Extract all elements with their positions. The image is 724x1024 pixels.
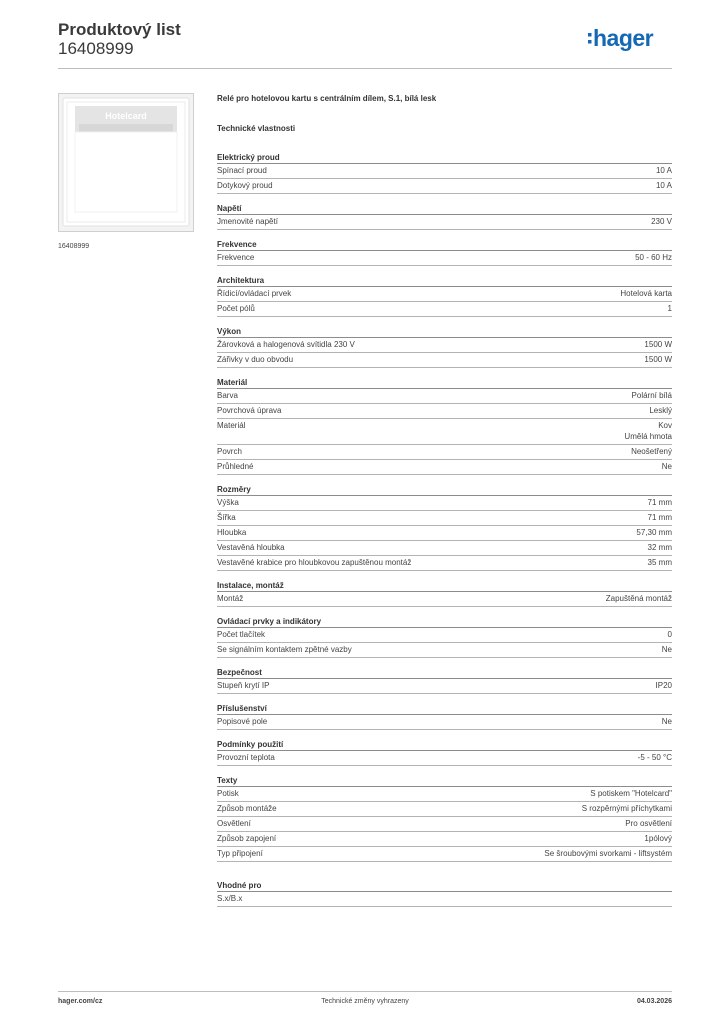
spec-value (644, 833, 672, 844)
spec-value (648, 512, 672, 523)
spec-value-line: IP20 (655, 681, 672, 690)
footer-website[interactable]: hager.com/cz (58, 998, 103, 1005)
spec-row (217, 460, 672, 475)
spec-section (217, 239, 672, 266)
spec-row (217, 215, 672, 230)
spec-value (624, 420, 672, 442)
spec-value-line: Ne (661, 462, 672, 471)
section-title: Instalace, montáž (217, 580, 672, 592)
spec-value (648, 497, 672, 508)
spec-label: Vestavěná hloubka (217, 543, 285, 552)
spec-value (638, 752, 672, 763)
spec-value-line: Umělá hmota (624, 432, 672, 441)
suitable-for-section (217, 880, 672, 907)
spec-value (648, 542, 672, 553)
spec-value-line: Zapuštěná montáž (605, 594, 672, 603)
document-title: Produktový list (58, 20, 181, 39)
spec-label: Dotykový proud (217, 181, 273, 190)
spec-value-line: S potiskem "Hotelcard" (590, 789, 672, 798)
spec-row (217, 628, 672, 643)
spec-label: Způsob montáže (217, 804, 277, 813)
spec-value-line: 57,30 mm (636, 528, 672, 537)
spec-value-line: 35 mm (647, 558, 672, 567)
spec-label: Řídicí/ovládací prvek (217, 289, 292, 298)
spec-label: Spínací proud (217, 166, 267, 175)
section-title: Rozměry (217, 484, 672, 496)
spec-row (217, 592, 672, 607)
spec-content (217, 94, 672, 916)
spec-row (217, 847, 672, 862)
spec-row (217, 556, 672, 571)
spec-value (656, 165, 672, 176)
spec-value-line: Lesklý (649, 406, 672, 415)
spec-value-line: 71 mm (647, 513, 672, 522)
spec-row (217, 404, 672, 419)
spec-value (662, 716, 672, 727)
spec-value-line: 1pólový (644, 834, 672, 843)
spec-label: Materiál (217, 421, 246, 430)
spec-value (631, 446, 672, 457)
spec-value (590, 788, 672, 799)
spec-row (217, 389, 672, 404)
section-title: Architektura (217, 275, 672, 287)
spec-value (632, 390, 672, 401)
spec-value (651, 216, 672, 227)
technical-properties-heading: Technické vlastnosti (217, 124, 296, 133)
section-title: Příslušenství (217, 703, 672, 715)
spec-label: Výška (217, 498, 239, 507)
spec-row (217, 787, 672, 802)
spec-row (217, 251, 672, 266)
spec-value (544, 848, 672, 859)
spec-value (668, 629, 672, 640)
spec-label: Průhledné (217, 462, 254, 471)
spec-row (217, 679, 672, 694)
section-title: Podmínky použití (217, 739, 672, 751)
spec-value-line: 1500 W (644, 340, 672, 349)
spec-value (606, 593, 672, 604)
spec-label: Povrchová úprava (217, 406, 282, 415)
spec-row (217, 338, 672, 353)
spec-value (662, 461, 672, 472)
hotelcard-switch-illustration (59, 94, 193, 231)
footer-divider (58, 991, 672, 992)
spec-row (217, 541, 672, 556)
spec-row (217, 802, 672, 817)
section-title: Materiál (217, 377, 672, 389)
spec-value-line: Kov (658, 421, 672, 430)
spec-value (582, 803, 672, 814)
spec-value (636, 527, 672, 538)
spec-label: Potisk (217, 789, 239, 798)
spec-label: Se signálním kontaktem zpětné vazby (217, 645, 352, 654)
spec-value (648, 557, 672, 568)
spec-row (217, 751, 672, 766)
spec-label: Jmenovité napětí (217, 217, 278, 226)
spec-value (644, 339, 672, 350)
spec-row (217, 302, 672, 317)
spec-label: Zářivky v duo obvodu (217, 355, 294, 364)
spec-value-line: S rozpěrnými příchytkami (581, 804, 672, 813)
spec-label: Způsob zapojení (217, 834, 277, 843)
spec-label: S.x/B.x (217, 894, 243, 903)
spec-value (635, 252, 672, 263)
spec-label: Typ připojení (217, 849, 263, 858)
spec-section (217, 152, 672, 194)
spec-row (217, 164, 672, 179)
spec-row (217, 892, 672, 907)
spec-row (217, 445, 672, 460)
spec-section (217, 484, 672, 571)
section-title: Vhodné pro (217, 880, 672, 892)
spec-label: Hloubka (217, 528, 247, 537)
spec-section (217, 275, 672, 317)
spec-value-line: 10 A (655, 166, 672, 175)
footer-note: Technické změny vyhrazeny (321, 998, 409, 1005)
spec-value-line: -5 - 50 °C (637, 753, 672, 762)
spec-label: Osvětlení (217, 819, 251, 828)
spec-row (217, 643, 672, 658)
spec-sections (217, 152, 672, 862)
spec-row (217, 817, 672, 832)
spec-section (217, 703, 672, 730)
spec-section (217, 377, 672, 475)
spec-value-line: Polární bílá (631, 391, 672, 400)
spec-value-line: 10 A (655, 181, 672, 190)
section-title: Elektrický proud (217, 152, 672, 164)
spec-label: Provozní teplota (217, 753, 275, 762)
spec-value-line: 1 (667, 304, 672, 313)
spec-row (217, 526, 672, 541)
spec-value-line: Ne (661, 645, 672, 654)
spec-section (217, 580, 672, 607)
spec-label: Šířka (217, 513, 236, 522)
section-title: Výkon (217, 326, 672, 338)
spec-section (217, 739, 672, 766)
spec-label: Povrch (217, 447, 242, 456)
spec-row (217, 287, 672, 302)
spec-value-line: Se šroubovými svorkami - liftsystém (544, 849, 672, 858)
spec-value-line: 50 - 60 Hz (635, 253, 672, 262)
spec-value (620, 288, 672, 299)
spec-section (217, 326, 672, 368)
spec-value-line: 0 (667, 630, 672, 639)
spec-value (662, 644, 672, 655)
spec-value-line: Hotelová karta (620, 289, 672, 298)
spec-value-line: 230 V (651, 217, 672, 226)
spec-value-line: Pro osvětlení (625, 819, 672, 828)
spec-row (217, 496, 672, 511)
section-title: Bezpečnost (217, 667, 672, 679)
footer-date: 04.03.2026 (636, 998, 672, 1005)
spec-label: Počet pólů (217, 304, 255, 313)
spec-label: Počet tlačítek (217, 630, 266, 639)
spec-section (217, 667, 672, 694)
spec-value-line: Neošetřený (631, 447, 672, 456)
spec-value (644, 354, 672, 365)
section-title: Texty (217, 775, 672, 787)
hotelcard-card-text: Hotelcard (105, 111, 147, 121)
spec-label: Barva (217, 391, 238, 400)
image-caption: 16408999 (58, 243, 90, 250)
spec-label: Žárovková a halogenová svítidla 230 V (217, 340, 355, 349)
section-title: Frekvence (217, 239, 672, 251)
product-image (58, 93, 194, 232)
spec-section (217, 616, 672, 658)
spec-row (217, 511, 672, 526)
page-header (58, 20, 181, 58)
spec-row (217, 832, 672, 847)
spec-label: Montáž (217, 594, 244, 603)
spec-row (217, 353, 672, 368)
spec-value-line: 1500 W (644, 355, 672, 364)
spec-label: Stupeň krytí IP (217, 681, 270, 690)
spec-row (217, 419, 672, 445)
logo-wordmark: hager (593, 26, 654, 51)
header-divider (58, 68, 672, 69)
spec-section (217, 775, 672, 862)
product-number: 16408999 (58, 39, 134, 58)
spec-value-line: 32 mm (647, 543, 672, 552)
spec-label: Vestavěné krabice pro hloubkovou zapuštěnou montáž (217, 558, 412, 567)
section-title: Napětí (217, 203, 672, 215)
spec-value-line: Ne (661, 717, 672, 726)
spec-row (217, 715, 672, 730)
spec-value (625, 818, 672, 829)
spec-label: Popisové pole (217, 717, 268, 726)
section-title: Ovládací prvky a indikátory (217, 616, 672, 628)
spec-value-line: 71 mm (647, 498, 672, 507)
spec-value (649, 405, 672, 416)
hager-logo (588, 26, 672, 56)
spec-value (656, 680, 672, 691)
spec-label: Frekvence (217, 253, 255, 262)
spec-section (217, 203, 672, 230)
spec-value (656, 180, 672, 191)
spec-row (217, 179, 672, 194)
spec-value (668, 303, 672, 314)
product-name: Relé pro hotelovou kartu s centrálním dílem, S.1, bílá lesk (217, 94, 437, 103)
